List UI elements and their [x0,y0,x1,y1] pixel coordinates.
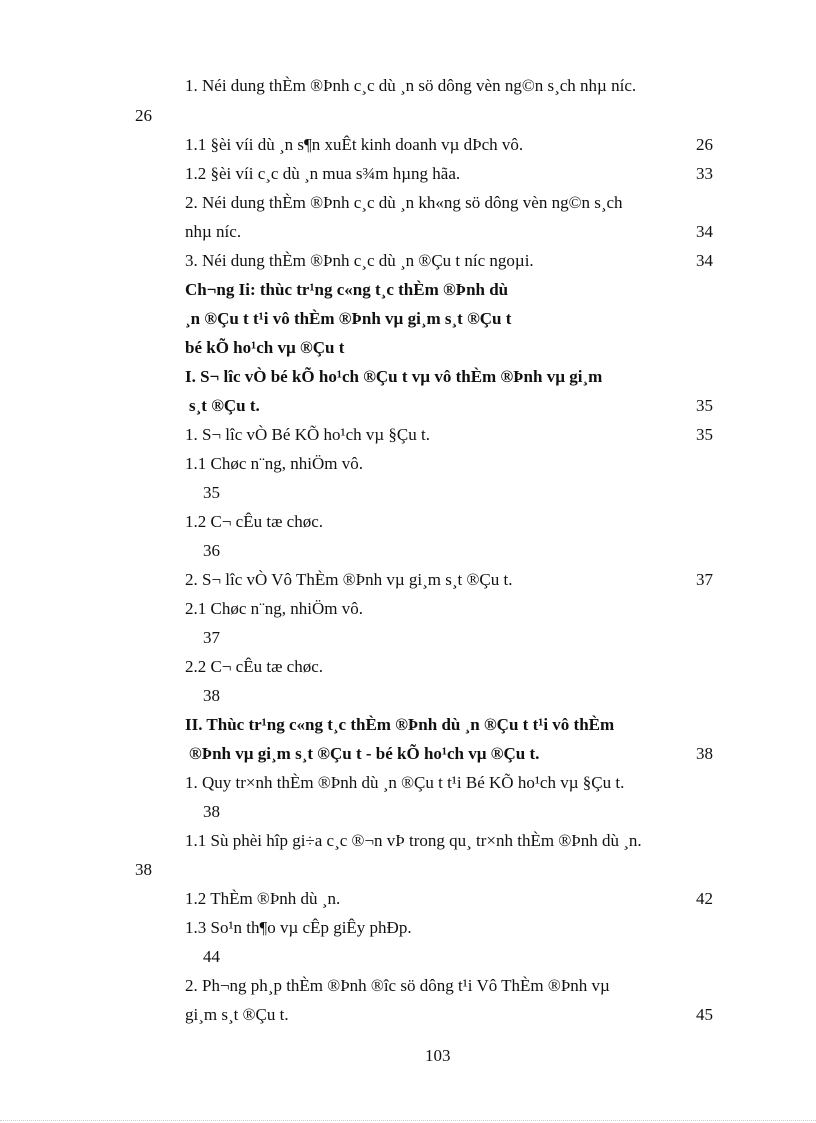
toc-entry-page: 34 [696,222,713,241]
page-number: 103 [425,1046,451,1065]
toc-entry-page: 33 [696,164,713,183]
toc-entry-text: 2.2 C¬ cÊu tæ chøc. [185,657,324,676]
section-heading: I. S¬ lîc vÒ bé kÕ ho¹ch ®Çu t vµ vô thÈm ®Þnh vµ gi¸m [185,367,603,386]
toc-entry-page: 44 [203,947,220,966]
toc-entry-text: 1. S¬ lîc vÒ Bé KÕ ho¹ch vµ §Çu t. [185,425,430,444]
toc-entry-page: 36 [203,541,220,560]
toc-entry-page: 35 [696,396,713,415]
toc-entry-page: 26 [696,135,713,154]
section-heading: II. Thùc tr¹ng c«ng t¸c thÈm ®Þnh dù ¸n ®Çu t t¹i vô thÈm [185,715,615,734]
toc-entry-page: 35 [203,483,220,502]
toc-entry-page: 37 [696,570,713,589]
chapter-heading: Ch¬ng Ii: thùc tr¹ng c«ng t¸c thÈm ®Þnh dù [185,280,509,299]
toc-entry-page: 35 [696,425,713,444]
toc-entry-page: 38 [135,860,152,879]
toc-entry-text: 1. Quy tr×nh thÈm ®Þnh dù ¸n ®Çu t t¹i Bé KÕ ho¹ch vµ §Çu t. [185,773,625,792]
toc-entry-text: 2. S¬ lîc vÒ Vô ThÈm ®Þnh vµ gi¸m s¸t ®Çu t. [185,570,513,589]
toc-entry-text-cont: nhµ níc. [185,222,242,241]
toc-entry-text-cont: gi¸m s¸t ®Çu t. [185,1005,289,1024]
toc-entry-text: 2. Ph¬ng ph¸p thÈm ®Þnh ®îc sö dông t¹i Vô ThÈm ®Þnh vµ [185,976,610,995]
toc-entry-text: 1.1 Chøc n¨ng, nhiÖm vô. [185,454,364,473]
toc-entry-text: 2.1 Chøc n¨ng, nhiÖm vô. [185,599,364,618]
toc-entry-text: 1.2 C¬ cÊu tæ chøc. [185,512,324,531]
toc-entry-text: 3. Néi dung thÈm ®Þnh c¸c dù ¸n ®Çu t níc ngoµi. [185,251,534,270]
chapter-heading: ¸n ®Çu t t¹i vô thÈm ®Þnh vµ gi¸m s¸t ®Çu t [185,309,512,328]
toc-entry-text: 1. Néi dung thÈm ®Þnh c¸c dù ¸n sö dông vèn ng©n s¸ch nhµ níc. [185,76,637,95]
toc-entry-text: 1.2 §èi víi c¸c dù ¸n mua s¾m hµng hãa. [185,164,461,183]
toc-entry-page: 26 [135,106,152,125]
toc-entry-text: 1.3 So¹n th¶o vµ cÊp giÊy phÐp. [185,918,412,937]
toc-entry-page: 34 [696,251,713,270]
toc-entry-page: 38 [203,802,220,821]
toc-entry-text: 1.2 ThÈm ®Þnh dù ¸n. [185,889,341,908]
toc-entry-page: 38 [696,744,713,763]
toc-entry-page: 45 [696,1005,713,1024]
chapter-heading: bé kÕ ho¹ch vµ ®Çu t [185,338,345,357]
page-bottom-rule [0,1120,816,1121]
section-heading: s¸t ®Çu t. [189,396,260,415]
toc-entry-page: 42 [696,889,713,908]
section-heading: ®Þnh vµ gi¸m s¸t ®Çu t - bé kÕ ho¹ch vµ ®Çu t. [189,744,540,763]
toc-entry-page: 37 [203,628,220,647]
toc-entry-page: 38 [203,686,220,705]
toc-entry-text: 2. Néi dung thÈm ®Þnh c¸c dù ¸n kh«ng sö dông vèn ng©n s¸ch [185,193,623,212]
toc-entry-text: 1.1 §èi víi dù ¸n s¶n xuÊt kinh doanh vµ dÞch vô. [185,135,524,154]
toc-entry-text: 1.1 Sù phèi hîp gi÷a c¸c ®¬n vÞ trong qu¸ tr×nh thÈm ®Þnh dù ¸n. [185,831,642,850]
